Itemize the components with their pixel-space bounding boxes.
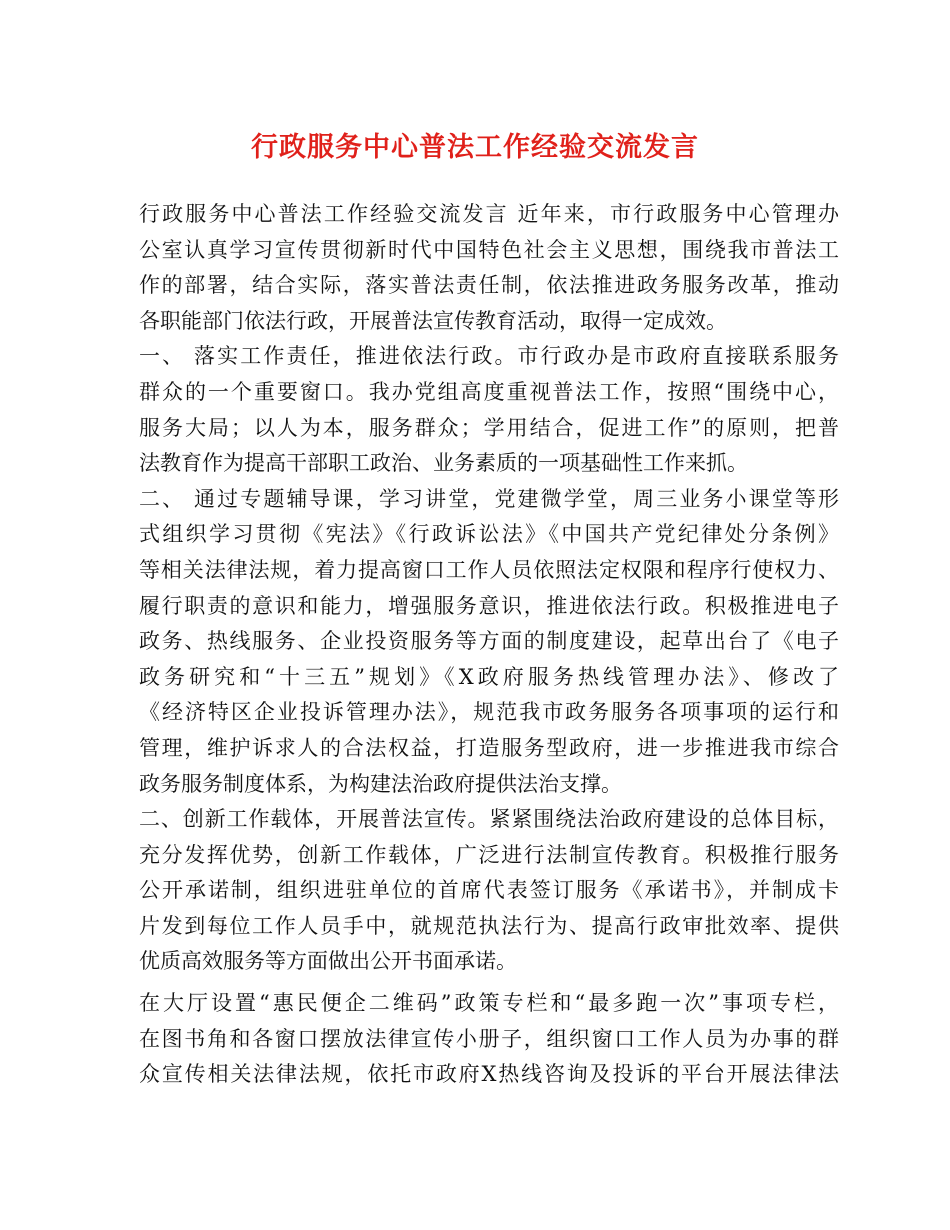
- text-line: 法教育作为提高干部职工政治、业务素质的一项基础性工作来抓。: [139, 451, 748, 476]
- text-line: 二、创新工作载体，开展普法宣传。紧紧围绕法治政府建设的总体目标，: [139, 807, 839, 832]
- text-line: 各职能部门依法行政，开展普法宣传教育活动，取得一定成效。: [139, 308, 727, 333]
- document-body: [139, 197, 839, 1093]
- text-line: 群众的一个重要窗口。我办党组高度重视普法工作，按照“围绕中心，: [139, 379, 839, 404]
- text-line: 充分发挥优势，创新工作载体，广泛进行法制宣传教育。积极推行服务: [139, 842, 839, 867]
- text-line: 一、 落实工作责任，推进依法行政。市行政办是市政府直接联系服务: [139, 344, 839, 369]
- text-line: 作的部署，结合实际，落实普法责任制，依法推进政务服务改革，推动: [139, 273, 839, 298]
- text-line: 政务、热线服务、企业投资服务等方面的制度建设，起草出台了《电子: [139, 629, 839, 654]
- text-line: 履行职责的意识和能力，增强服务意识，推进依法行政。积极推进电子: [139, 593, 839, 618]
- text-line: 《经济特区企业投诉管理办法》，规范我市政务服务各项事项的运行和: [139, 700, 839, 725]
- text-line: 行政服务中心普法工作经验交流发言 近年来，市行政服务中心管理办: [139, 202, 839, 226]
- text-line: 众宣传相关法律法规，依托市政府X热线咨询及投诉的平台开展法律法: [139, 1062, 839, 1087]
- text-line: 公室认真学习宣传贯彻新时代中国特色社会主义思想，围绕我市普法工: [139, 237, 839, 262]
- text-line: 在图书角和各窗口摆放法律宣传小册子，组织窗口工作人员为办事的群: [139, 1026, 839, 1051]
- text-line: 式组织学习贯彻《宪法》《行政诉讼法》《中国共产党纪律处分条例》: [139, 522, 839, 547]
- document-title: 行政服务中心普法工作经验交流发言: [251, 132, 699, 163]
- text-line: 优质高效服务等方面做出公开书面承诺。: [139, 949, 517, 974]
- text-line: 二、 通过专题辅导课，学习讲堂，党建微学堂，周三业务小课堂等形: [139, 486, 839, 511]
- text-line: 公开承诺制，组织进驻单位的首席代表签订服务《承诺书》，并制成卡: [139, 878, 839, 903]
- text-line: 政务研究和“十三五”规划》《X政府服务热线管理办法》、修改了: [139, 664, 839, 689]
- text-line: 片发到每位工作人员手中，就规范执法行为、提高行政审批效率、提供: [139, 913, 839, 938]
- text-line: 政务服务制度体系，为构建法治政府提供法治支撑。: [139, 771, 622, 796]
- text-line: 等相关法律法规，着力提高窗口工作人员依照法定权限和程序行使权力、: [139, 557, 839, 582]
- text-line: 管理，维护诉求人的合法权益，打造服务型政府，进一步推进我市综合: [139, 735, 839, 760]
- text-line: 服务大局；以人为本，服务群众；学用结合，促进工作”的原则，把普: [139, 415, 839, 440]
- text-line: 在大厅设置“惠民便企二维码”政策专栏和“最多跑一次”事项专栏，: [139, 991, 839, 1016]
